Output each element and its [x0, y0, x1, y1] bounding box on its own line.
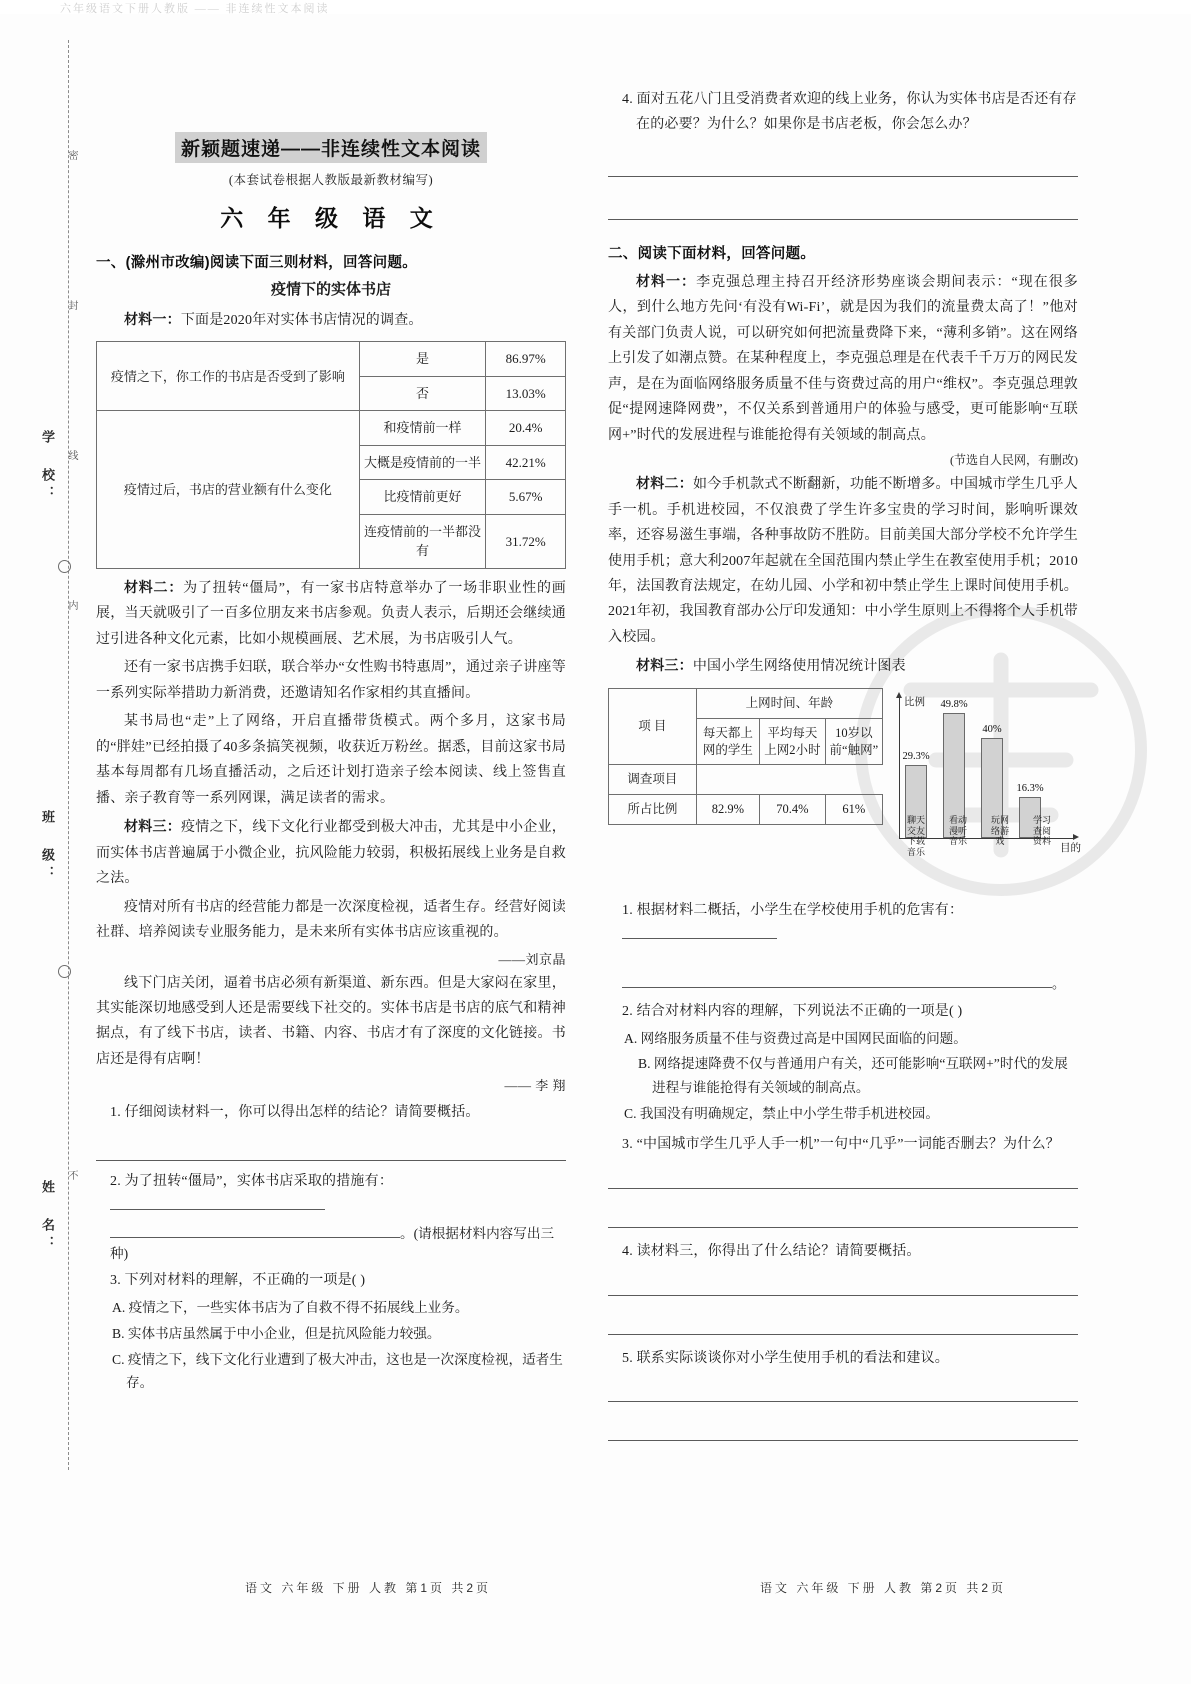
r-material-one-text: 李克强总理主持召开经济形势座谈会期间表示：“现在很多人，到什么地方先问‘有没有Wi-Fi’，就是因为我们的流量费太高了！”他对有关部门负责人说，可以研究如何把流量费降下来，“薄利多销”。这在网络上引发了如潮点赞。在某种程度上，李克强总理是在代表千千万万的网民发声，是在为面临网络服务质量不佳与资费过高的用户“维权”。李克强总理敦促“提网速降网费”，不仅关系到普通用户的体验与感受，更可能影响“互联网+”时代的发展进程与谁能抢得有关领域的制高点。	[608, 274, 1078, 443]
seal-circle-1	[58, 560, 71, 573]
material-two-text-1: 为了扭转“僵局”，有一家书店特意举办了一场非职业性的画展，当天就吸引了一百多位朋友来书店参观。负责人表示，后期还会继续通过引进各种文化元素，比如小规模画展、艺术展，为书店吸引人气。	[96, 580, 566, 647]
chart-x-tick-3: 玩网络游戏	[990, 814, 1009, 847]
table-row-label-survey: 调查项目	[609, 765, 697, 795]
table-row	[609, 795, 883, 825]
footer-page-1: 语文 六年级 下册 人教 第1页 共2页	[245, 1581, 492, 1595]
table-corner-header: 项 目	[609, 688, 697, 765]
table-col-header-3: 10岁以前“触网”	[825, 718, 882, 765]
margin-label-name: 姓 名：	[40, 1180, 55, 1254]
r-material-two	[608, 471, 1078, 650]
question-3[interactable]: 3. 下列对材料的理解，不正确的一项是( )	[110, 1273, 366, 1289]
article-title: 疫情下的实体书店	[270, 281, 391, 298]
material-two-lead: 材料二：	[124, 578, 184, 595]
table-value-1: 82.9%	[696, 795, 759, 825]
material-two-paragraph-2: 还有一家书店携手妇联，联合举办“女性购书特惠周”，通过亲子讲座等一系列实际举措助力新消费，还邀请知名作家相约其直播间。	[96, 660, 566, 701]
answer-rule-q1[interactable]	[96, 1160, 566, 1161]
chart-x-tick-labels	[903, 815, 1068, 869]
material-one-text: 下面是2020年对实体书店情况的调查。	[180, 313, 423, 328]
r-question-2-option-b[interactable]: B. 网络提速降费不仅与普通用户有关，还可能影响“互联网+”时代的发展进程与谁能抢得有关领域的制高点。	[638, 1056, 1068, 1096]
seal-mark-1: 密	[66, 150, 77, 162]
grade-subject: 六 年 级 语 文	[220, 205, 442, 231]
question-4-left-continued: 4. 面对五花八门且受消费者欢迎的线上业务，你认为实体书店是否还有存在的必要？为什么？如果你是书店老板，你会怎么办？	[622, 92, 1077, 132]
question-3-option-c[interactable]: C. 疫情之下，线下文化行业遭到了极大冲击，这也是一次深度检视，适者生存。	[112, 1351, 563, 1391]
table-row	[97, 411, 566, 446]
table-row	[609, 688, 883, 718]
chart-bar-value-2: 49.8%	[940, 698, 968, 710]
question-2-second-line	[96, 1222, 566, 1262]
material-three-attribution-1: ——刘京晶	[498, 951, 566, 967]
internet-purpose-bar-chart	[887, 690, 1081, 865]
chart-bar-value-3: 40%	[982, 723, 1002, 735]
page-top-strip	[0, 0, 1191, 14]
ghost-header-text: 六年级语文下册人教版 —— 非连续性文本阅读	[60, 3, 330, 15]
chart-x-tick-4: 学习查阅资料	[1032, 814, 1051, 847]
r-question-1-second-line	[608, 951, 1078, 993]
r-question-1-text: 1. 根据材料二概括，小学生在学校使用手机的危害有：	[622, 902, 964, 918]
table-row	[97, 342, 566, 377]
r-answer-rule-q5-b[interactable]	[608, 1440, 1078, 1441]
r-answer-rule-q1-2[interactable]	[622, 973, 1052, 988]
page-subtitle: (本套试卷根据人教版最新教材编写)	[228, 173, 434, 187]
r-answer-rule-q4-b[interactable]	[608, 1334, 1078, 1335]
question-2	[96, 1170, 566, 1220]
table-value-3: 61%	[825, 795, 882, 825]
table-group-header: 上网时间、年龄	[696, 688, 882, 718]
material-three-paragraph-3: 线下门店关闭，逼着书店必须有新渠道、新东西。但是大家闷在家里，其实能深切地感受到人还是需要线下社交的。实体书店是书店的底气和精神据点，有了线下书店，读者、书籍、内容、书店才有了深度的文化链接。书店还是得有店啊！	[96, 975, 566, 1067]
survey-value: 42.21%	[486, 445, 566, 480]
answer-rule-q2-inline-2[interactable]	[110, 1223, 400, 1238]
seal-mark-2: 封	[66, 300, 77, 312]
material-one-intro	[96, 307, 566, 333]
r-question-4: 4. 读材料三，你得出了什么结论？请简要概括。	[622, 1243, 921, 1259]
section-heading-two: 二、阅读下面材料，回答问题。	[608, 245, 816, 262]
survey-option: 连疫情前的一半都没有	[359, 514, 486, 568]
r-material-three-text: 中国小学生网络使用情况统计图表	[692, 659, 906, 675]
material-three-lead: 材料三：	[124, 818, 182, 835]
r-answer-rule-q3-b[interactable]	[608, 1227, 1078, 1228]
seal-mark-3: 线	[66, 450, 77, 462]
question-3-option-a[interactable]: A. 疫情之下，一些实体书店为了自救不得不拓展线上业务。	[112, 1300, 469, 1316]
r-question-1	[608, 899, 1078, 949]
answer-rule-q4-b[interactable]	[608, 219, 1078, 220]
survey-value: 13.03%	[486, 376, 566, 411]
table-col-header-2: 平均每天上网2小时	[760, 718, 826, 765]
r-question-2-option-c[interactable]: C. 我国没有明确规定，禁止中小学生带手机进校园。	[624, 1105, 939, 1121]
r-question-2[interactable]: 2. 结合对材料内容的理解，下列说法不正确的一项是( )	[622, 1003, 963, 1019]
table-row	[609, 765, 883, 795]
question-2-tail: 。(请根据材料内容写出三种)	[110, 1226, 555, 1262]
survey-option: 否	[359, 376, 486, 411]
seal-mark-4: 内	[66, 600, 77, 612]
chart-bar-value-1: 29.3%	[902, 750, 930, 762]
title-block	[96, 132, 566, 233]
material-three-paragraph-1	[96, 814, 566, 891]
answer-rule-q4-a[interactable]	[608, 176, 1078, 177]
survey-value: 20.4%	[486, 411, 566, 446]
r-material-three-lead: 材料三：	[636, 657, 693, 674]
chart-x-tick-2: 看动漫听音乐	[948, 814, 967, 847]
table-col-header-1: 每天都上网的学生	[696, 718, 759, 765]
r-material-one-lead: 材料一：	[636, 272, 697, 289]
right-column	[608, 60, 1081, 1441]
question-3-option-b[interactable]: B. 实体书店虽然属于中小企业，但是抗风险能力较强。	[112, 1325, 441, 1341]
survey-question-1: 疫情之下，你工作的书店是否受到了影响	[97, 342, 360, 411]
chart-y-axis-label: 比例	[904, 696, 925, 708]
survey-option: 是	[359, 342, 486, 377]
material-two-paragraph-1	[96, 575, 566, 652]
survey-option: 大概是疫情前的一半	[359, 445, 486, 480]
binding-fold-line	[68, 40, 69, 1470]
material-two-paragraph-3: 某书局也“走”上了网络，开启直播带货模式。两个多月，这家书局的“胖娃”已经拍摄了40多条搞笑视频，收获近万粉丝。据悉，目前这家书局基本每周都有几场直播活动，之后还计划打造亲子绘本阅读、线上签售直播、亲子教育等一系列网课，满足读者的需求。	[96, 714, 566, 806]
margin-label-class: 班 级：	[40, 810, 55, 884]
survey-value: 31.72%	[486, 514, 566, 568]
r-question-1-tail: 。	[1052, 975, 1066, 991]
survey-table	[96, 341, 566, 569]
r-answer-rule-q5-a[interactable]	[608, 1401, 1078, 1402]
statistics-figure	[608, 688, 1081, 865]
question-2-text: 2. 为了扭转“僵局”，实体书店采取的措施有：	[110, 1174, 394, 1190]
r-question-3: 3. “中国城市学生几乎人手一机”一句中“几乎”一词能否删去？为什么？	[622, 1136, 1060, 1152]
r-question-2-option-a[interactable]: A. 网络服务质量不佳与资费过高是中国网民面临的问题。	[624, 1030, 967, 1046]
material-one-lead: 材料一：	[124, 311, 181, 327]
chart-y-axis	[899, 697, 900, 839]
r-material-two-lead: 材料二：	[636, 475, 694, 492]
r-material-one-attribution: (节选自人民网，有删改)	[950, 453, 1078, 468]
survey-question-2: 疫情过后，书店的营业额有什么变化	[97, 411, 360, 569]
section-heading-one: 一、(滁州市改编)阅读下面三则材料，回答问题。	[96, 255, 418, 271]
answer-rule-q2-inline[interactable]	[110, 1195, 325, 1210]
survey-option: 比疫情前更好	[359, 480, 486, 515]
material-three-text-1: 疫情之下，线下文化行业都受到极大冲击，尤其是中小企业，而实体书店普遍属于小微企业，抗风险能力较弱，积极拓展线上业务是自救之法。	[96, 820, 566, 887]
r-answer-rule-q3-a[interactable]	[608, 1188, 1078, 1189]
survey-value: 5.67%	[486, 480, 566, 515]
table-value-2: 70.4%	[760, 795, 826, 825]
page-title: 新颖题速递——非连续性文本阅读	[175, 132, 487, 163]
chart-x-axis-label: 目的	[1060, 842, 1081, 854]
seal-mark-5: 不	[66, 1170, 77, 1182]
r-answer-rule-q1[interactable]	[622, 924, 777, 939]
r-material-one	[608, 269, 1078, 448]
survey-value: 86.97%	[486, 342, 566, 377]
chart-x-tick-1: 聊天交友下载音乐	[906, 814, 925, 858]
footer-page-2: 语文 六年级 下册 人教 第2页 共2页	[760, 1581, 1007, 1595]
table-row-label-ratio: 所占比例	[609, 795, 697, 825]
r-material-three	[608, 653, 1078, 679]
survey-option: 和疫情前一样	[359, 411, 486, 446]
r-material-two-text: 如今手机款式不断翻新，功能不断增多。中国城市学生几乎人手一机。手机进校园，不仅浪费了学生许多宝贵的学习时间，影响听课效率，还容易滋生事端，各种事故防不胜防。目前美国大部分学校不允许学生使用手机；意大利2007年起就在全国范围内禁止学生在教室使用手机；2010年，法国教育法规定，在幼儿园、小学和初中禁止学生上课时间使用手机。2021年初，我国教育部办公厅印发通知：中小学生原则上不得将个人手机带入校园。	[608, 477, 1078, 645]
material-three-paragraph-2: 疫情对所有书店的经营能力都是一次深度检视，适者生存。经营好阅读社群、培养阅读专业服务能力，是未来所有实体书店应该重视的。	[96, 899, 566, 941]
material-three-attribution-2: —— 李 翔	[504, 1078, 566, 1094]
left-column	[96, 60, 566, 1397]
margin-label-school: 学 校：	[40, 430, 55, 504]
question-1: 1. 仔细阅读材料一，你可以得出怎样的结论？请简要概括。	[110, 1105, 480, 1121]
r-question-5: 5. 联系实际谈谈你对小学生使用手机的看法和建议。	[622, 1350, 949, 1366]
seal-circle-2	[58, 965, 71, 978]
network-usage-table	[608, 688, 883, 825]
chart-bar-value-4: 16.3%	[1016, 782, 1044, 794]
r-answer-rule-q4-a[interactable]	[608, 1295, 1078, 1296]
